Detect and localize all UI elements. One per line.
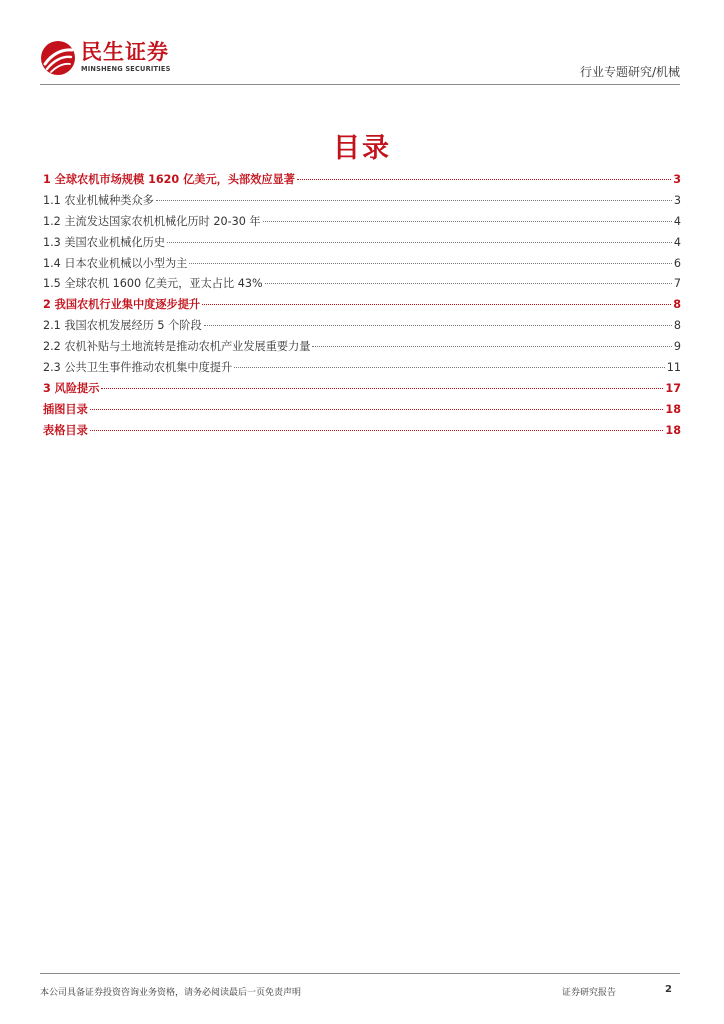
toc-leader-dots xyxy=(265,283,672,284)
toc-entry[interactable] xyxy=(43,338,681,359)
toc-title: 目录 xyxy=(333,133,391,164)
toc-entry-label[interactable]: 1.3 美国农业机械化历史 xyxy=(43,235,166,249)
toc-entry-label[interactable]: 表格目录 xyxy=(43,423,88,437)
toc-leader-dots xyxy=(297,179,671,180)
toc-entry-label[interactable]: 1.2 主流发达国家农机机械化历时 20-30 年 xyxy=(43,214,261,228)
toc-leader-dots xyxy=(204,325,672,326)
toc-entry-page[interactable]: 4 xyxy=(673,214,681,228)
toc-entry[interactable] xyxy=(43,234,681,255)
toc-entry-page[interactable]: 9 xyxy=(673,340,681,354)
toc-entry-label[interactable]: 2.2 农机补贴与土地流转是推动农机产业发展重要力量 xyxy=(43,340,311,354)
toc-entry[interactable] xyxy=(43,192,681,213)
page-header xyxy=(40,38,680,85)
brand-name-en: MINSHENG SECURITIES xyxy=(81,65,171,73)
toc-entry-page[interactable]: 18 xyxy=(665,402,681,416)
toc-entry[interactable] xyxy=(43,317,681,338)
toc-entry[interactable] xyxy=(43,171,681,192)
toc-leader-dots xyxy=(234,367,665,368)
brand-logo xyxy=(40,38,180,78)
table-of-contents xyxy=(43,171,681,443)
toc-entry-page[interactable]: 3 xyxy=(673,193,681,207)
toc-entry[interactable] xyxy=(43,359,681,380)
brand-name-cn: 民生证券 xyxy=(81,40,169,64)
toc-entry[interactable] xyxy=(43,401,681,422)
toc-leader-dots xyxy=(90,430,664,431)
toc-entry-page[interactable]: 6 xyxy=(673,256,681,270)
toc-entry-label[interactable]: 1 全球农机市场规模 1620 亿美元，头部效应显著 xyxy=(43,173,295,186)
minsheng-logo-icon xyxy=(40,40,76,76)
toc-entry-label[interactable]: 2 我国农机行业集中度逐步提升 xyxy=(43,298,201,312)
toc-leader-dots xyxy=(156,200,672,201)
toc-entry[interactable] xyxy=(43,422,681,443)
toc-leader-dots xyxy=(167,242,672,243)
toc-entry[interactable] xyxy=(43,296,681,317)
toc-leader-dots xyxy=(189,263,671,264)
toc-entry-page[interactable]: 8 xyxy=(673,298,681,312)
toc-entry-page[interactable]: 8 xyxy=(673,319,681,333)
toc-entry[interactable] xyxy=(43,213,681,234)
footer-report-label: 证券研究报告 xyxy=(562,988,617,998)
toc-entry-label[interactable]: 2.1 我国农机发展经历 5 个阶段 xyxy=(43,319,202,333)
toc-entry-label[interactable]: 2.3 公共卫生事件推动农机集中度提升 xyxy=(43,361,233,375)
toc-entry-page[interactable]: 11 xyxy=(666,361,681,375)
toc-entry-label[interactable]: 1.5 全球农机 1600 亿美元，亚太占比 43% xyxy=(43,277,263,291)
toc-leader-dots xyxy=(90,409,664,410)
toc-leader-dots xyxy=(202,304,671,305)
toc-entry[interactable] xyxy=(43,380,681,401)
toc-entry-label[interactable]: 3 风险提示 xyxy=(43,381,100,395)
toc-entry-label[interactable]: 1.1 农业机械种类众多 xyxy=(43,193,154,207)
report-category: 行业专题研究/机械 xyxy=(579,65,680,79)
toc-leader-dots xyxy=(263,221,672,222)
page-number: 2 xyxy=(665,984,672,995)
toc-entry-page[interactable]: 4 xyxy=(673,235,681,249)
toc-entry[interactable] xyxy=(43,275,681,296)
toc-leader-dots xyxy=(101,388,663,389)
toc-entry-label[interactable]: 插图目录 xyxy=(43,402,88,416)
toc-entry-page[interactable]: 18 xyxy=(665,423,681,437)
footer-disclaimer: 本公司具备证券投资咨询业务资格，请务必阅读最后一页免责声明 xyxy=(40,988,302,998)
toc-entry-label[interactable]: 1.4 日本农业机械以小型为主 xyxy=(43,256,188,270)
toc-entry-page[interactable]: 3 xyxy=(673,173,681,186)
toc-entry[interactable] xyxy=(43,255,681,276)
toc-leader-dots xyxy=(312,346,671,347)
page-footer xyxy=(40,973,680,1000)
toc-entry-page[interactable]: 7 xyxy=(673,277,681,291)
toc-entry-page[interactable]: 17 xyxy=(665,381,681,395)
